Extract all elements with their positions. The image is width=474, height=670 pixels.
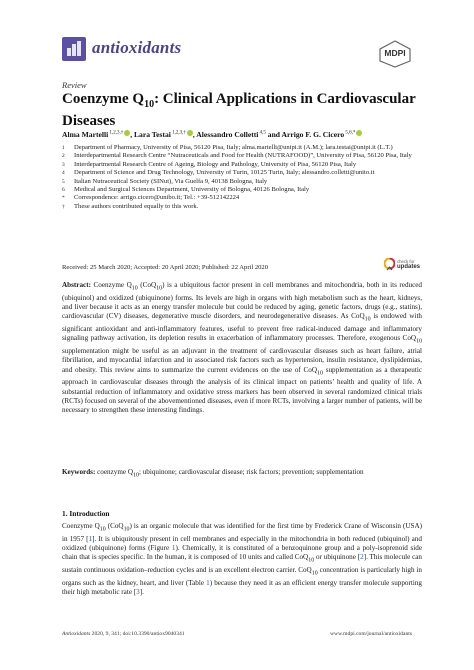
text-run: ]. This molecule can sustain continuous oxidation–reduction cycles and is an excellent electron carrier. CoQ	[62, 553, 422, 575]
journal-logo-icon	[62, 37, 86, 61]
affiliation-text: Interdepartmental Research Centre of Ageing, Biology and Pathology, University of Pisa, 56120 Pisa, Italy	[74, 160, 357, 168]
journal-name[interactable]: antioxidants	[92, 38, 182, 57]
affiliation-marker: 5	[62, 178, 65, 185]
affiliation-item	[62, 186, 422, 194]
text-run: Coenzyme Q	[93, 281, 132, 289]
check-for-updates-line2: updates	[397, 264, 421, 270]
affiliation-text: Italian Nutraceutical Society (SINut), Via Guelfa 9, 40138 Bologna, Italy	[74, 177, 268, 185]
reference-link[interactable]: 1	[171, 544, 176, 553]
text-run: Coenzyme Q	[62, 522, 100, 530]
orcid-icon[interactable]	[356, 130, 362, 136]
subscript: 10	[416, 338, 422, 345]
keywords-paragraph	[62, 468, 422, 481]
article-title: Coenzyme $Q_{10}$: Clinical Applications in Cardiovascular Diseases	[62, 91, 416, 129]
author-separator: ,	[130, 130, 134, 139]
abstract-paragraph	[62, 281, 422, 416]
keywords-text	[97, 468, 364, 479]
affiliation-item	[62, 178, 422, 186]
author-affiliation-marks: 1,2,3,†	[170, 130, 186, 136]
affiliation-text: These authors contributed equally to this work.	[74, 202, 199, 210]
footer-citation: Antioxidants 2020, 9, 341; doi:10.3390/antiox9040341	[62, 631, 185, 637]
affiliation-text: Department of Pharmacy, University of Pisa, 56120 Pisa, Italy; alma.martelli@unipi.it (A.M.); lara.testai@unipi.it (L.T.)	[74, 144, 393, 151]
author-name: Alma Martelli	[62, 130, 109, 139]
text-run: is endowed with significant antioxidant and anti-inflammatory features, useful to prevent free radical-induced damage and inflammatory signaling pathway activation, its depletion results in exacerbation of inflammatory processes. Therefore, exogenous CoQ	[62, 312, 422, 343]
subscript: 10	[131, 285, 138, 292]
author-list	[62, 130, 422, 139]
affiliation-list	[62, 144, 422, 211]
affiliation-item	[62, 144, 422, 152]
text-run: ]. It is ubiquitously present in cell membranes and especially in the mitochondria in both reduced (ubiquinol) and oxidized (ubiquinone) forms (Figure	[62, 534, 422, 553]
text-run: ) is a ubiquitous factor present in cell membranes and mitochondria, both in its reduced (ubiquinol) and oxidized (ubiquinone) forms. Its levels are high in organs with high metabolism such as the heart, kidneys, and liver because it acts as an energy transfer molecule but could be reduced by aging, genetic factors, drugs (e.g., statins), cardiovascular (CV) diseases, degenerative muscle disorders, and neurodegenerative diseases. As CoQ	[62, 281, 423, 321]
abstract-label: Abstract:	[62, 281, 91, 289]
text-run: or ubiquinone [	[314, 553, 361, 562]
reference-link[interactable]: 2	[360, 553, 364, 562]
affiliation-marker: 4	[62, 170, 65, 177]
check-for-updates-button[interactable]	[384, 256, 421, 276]
text-run: ].	[139, 588, 144, 597]
author-affiliation-marks: 1,2,3,†	[108, 130, 124, 136]
reference-link[interactable]: 1	[206, 578, 210, 587]
author-name: Lara Testai	[133, 130, 171, 139]
subscript: 10	[308, 557, 315, 564]
keywords-label: Keywords:	[62, 468, 96, 476]
subscript: 10	[317, 370, 323, 377]
text-run: supplementation as a therapeutic approach in cardiovascular diseases through the analysis of its clinical impact on patients’ health and quality of life. A substantial reduction of inflammatory and oxidative stress markers has been observed in several randomized clinical trials (RCTs) focused on several of the abovementioned diseases, even if more RCTs, involving a larger number of patients, will be necessary to strengthen these interesting findings.	[62, 365, 422, 415]
affiliation-text: Correspondence: arrigo.cicero@unibo.it; Tel.: +39-512142224	[74, 194, 240, 202]
publisher-name: MDPI	[384, 48, 406, 58]
affiliation-marker: †	[62, 203, 65, 210]
affiliation-text: Department of Science and Drug Technology, University of Turin, 10125 Turin, Italy; alessandro.colletti@unito.it	[74, 169, 375, 177]
author-affiliation-marks: 4,5	[258, 130, 266, 136]
subscript: 10	[123, 526, 130, 533]
subscript: 10	[156, 285, 163, 292]
affiliation-marker: 1	[62, 145, 65, 151]
article-type: Review	[62, 80, 87, 90]
affiliation-text: Interdepartmental Research Centre “Nutraceuticals and Food for Health (NUTRAFOOD)”, University of Pisa, 56120 Pisa, Italy	[74, 152, 412, 160]
author-name: Arrigo F. G. Cicero	[281, 130, 345, 139]
affiliation-text: Medical and Surgical Sciences Department, University of Bologna, 40126 Bologna, Italy	[74, 186, 310, 194]
affiliation-item	[62, 194, 422, 202]
affiliation-item	[62, 203, 422, 211]
abstract-text	[62, 281, 422, 414]
text-run: ) is an organic molecule that was identified for the first time by Frederick Crane of Wisconsin (USA) in 1957 [	[62, 522, 423, 543]
publication-dates: Received: 25 March 2020; Accepted: 20 April 2020; Published: 22 April 2020	[62, 264, 269, 271]
introduction-paragraph	[62, 522, 422, 597]
subscript: 10	[364, 316, 371, 323]
author-affiliation-marks: 5,6,*	[344, 130, 356, 136]
footer-journal-url[interactable]: www.mdpi.com/journal/antioxidants	[330, 631, 412, 637]
affiliation-marker: 3	[62, 161, 65, 168]
text-run: concentration is particularly high in organs such as the kidney, heart, and liver (Table	[62, 566, 422, 587]
affiliation-marker: 6	[62, 187, 65, 194]
subscript: 10	[133, 472, 139, 479]
affiliation-marker: *	[62, 195, 65, 202]
text-run: coenzyme Q	[97, 468, 134, 476]
affiliation-item	[62, 152, 422, 160]
affiliation-item	[62, 169, 422, 177]
check-for-updates-icon	[384, 258, 395, 272]
subscript: 10	[311, 570, 318, 577]
text-run: ; ubiquinone; cardiovascular disease; risk factors; prevention; supplementation	[138, 468, 364, 476]
text-run: (CoQ	[105, 522, 124, 530]
affiliation-marker: 2	[62, 153, 65, 160]
affiliation-item	[62, 161, 422, 169]
text-run: ). Chemically, it is constituted of a benzoquinone group and a poly-isoprenoid side chain that is species specific. In the human, it is composed of 10 units and called CoQ	[62, 544, 423, 562]
section-heading-introduction: 1. Introduction	[62, 509, 110, 518]
author-separator: ,	[192, 130, 197, 139]
text-run: (CoQ	[137, 281, 157, 289]
author-name: Alessandro Colletti	[196, 130, 259, 139]
author-separator: and	[265, 130, 282, 139]
check-for-updates-line1: check for	[397, 259, 415, 264]
subscript: 10	[99, 526, 106, 533]
text-run: ) because they need it as an efficient energy transfer molecule supporting their high metabolic rate [	[62, 578, 422, 597]
reference-link[interactable]: 1	[88, 534, 93, 543]
reference-link[interactable]: 3	[136, 588, 140, 597]
text-run: supplementation might be useful as an adjuvant in the treatment of cardiovascular diseases such as heart failure, atrial fibrillation, and myocardial infarction and in associated risk factors such as hypertension, insulin resistance, dyslipidemias, and obesity. This review aims to summarize the current evidences on the use of CoQ	[62, 347, 422, 374]
